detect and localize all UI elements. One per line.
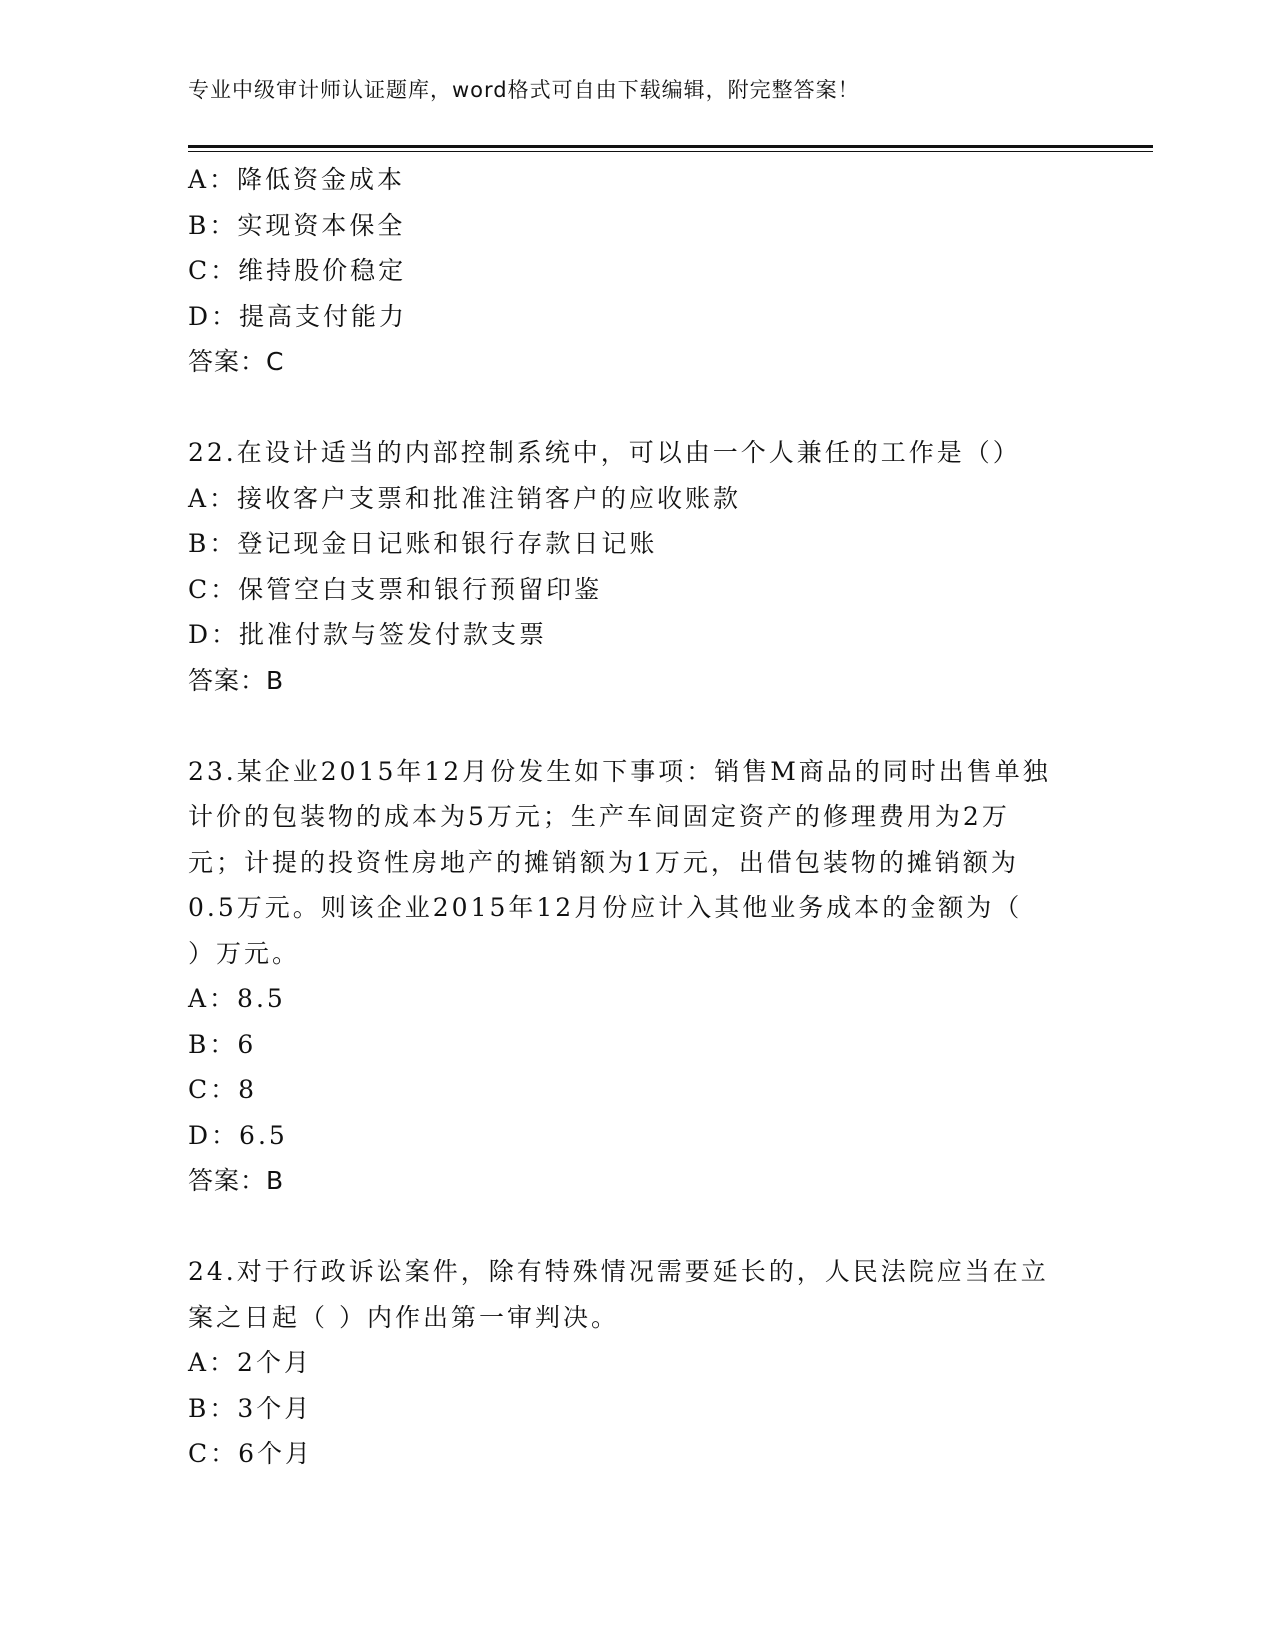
option-c: C：8: [188, 1075, 258, 1104]
question-22: [188, 430, 1108, 703]
question-stem: 元；计提的投资性房地产的摊销额为1万元，出借包装物的摊销额为: [188, 847, 1019, 877]
spacer: [188, 385, 1108, 431]
option-c: C：维持股价稳定: [188, 256, 407, 285]
question-stem: 23.某企业2015年12月份发生如下事项：销售M商品的同时出售单独: [188, 756, 1051, 786]
option-b: B：登记现金日记账和银行存款日记账: [188, 529, 658, 558]
option-b: B：3个月: [188, 1393, 313, 1423]
question-stem: 0.5万元。则该企业2015年12月份应计入其他业务成本的金额为（: [188, 893, 1023, 922]
spacer: [188, 1204, 1108, 1250]
question-stem: 案之日起（ ）内作出第一审判决。: [188, 1302, 619, 1332]
option-a: A：降低资金成本: [188, 165, 406, 194]
question-stem: 24.对于行政诉讼案件，除有特殊情况需要延长的，人民法院应当在立: [188, 1257, 1049, 1286]
question-content: [188, 157, 1108, 1477]
question-stem: 计价的包装物的成本为5万元；生产车间固定资产的修理费用为2万: [188, 802, 1010, 831]
option-c: C：保管空白支票和银行预留印鉴: [188, 574, 603, 604]
question-23: [188, 749, 1108, 1204]
question-stem: ）万元。: [188, 938, 301, 968]
header-rule-thick: [188, 145, 1153, 148]
option-d: D：6.5: [188, 1120, 288, 1150]
question-21: [188, 157, 1108, 385]
option-b: B：实现资本保全: [188, 210, 406, 240]
option-a: A：2个月: [188, 1348, 312, 1377]
answer-line: 答案：C: [188, 347, 285, 376]
header-rule-thin: [188, 151, 1153, 152]
option-a: A：接收客户支票和批准注销客户的应收账款: [188, 483, 742, 513]
question-24: [188, 1249, 1108, 1477]
answer-line: 答案：B: [188, 665, 285, 695]
page-header: 专业中级审计师认证题库，word格式可自由下载编辑，附完整答案！: [188, 78, 860, 102]
option-d: D：批准付款与签发付款支票: [188, 620, 548, 649]
option-b: B：6: [188, 1029, 257, 1059]
answer-line: 答案：B: [188, 1166, 285, 1195]
option-a: A：8.5: [188, 984, 286, 1013]
option-d: D：提高支付能力: [188, 301, 408, 331]
option-c: C：6个月: [188, 1439, 314, 1468]
spacer: [188, 703, 1108, 749]
question-stem: 22.在设计适当的内部控制系统中，可以由一个人兼任的工作是（）: [188, 438, 1021, 467]
